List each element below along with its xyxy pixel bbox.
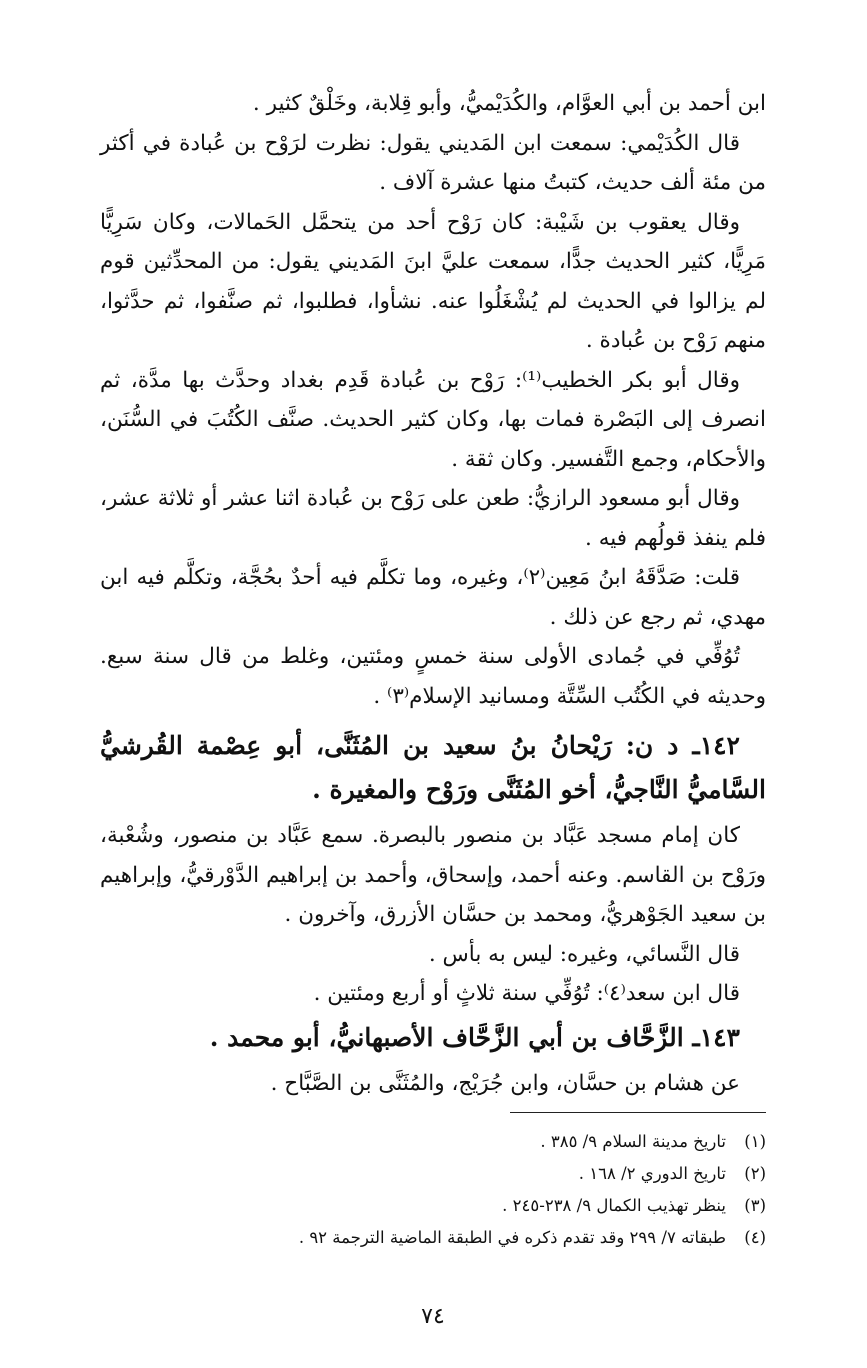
footnotes (100, 1126, 766, 1254)
footnote-number: (١) (744, 1132, 766, 1151)
paragraph-143-narrators: عن هشام بن حسَّان، وابن جُرَيْج، والمُثَنَّى بن الصَّبَّاح . (270, 1070, 740, 1096)
footnote-divider (510, 1112, 766, 1113)
footnote-number: (٤) (744, 1228, 766, 1247)
footnote (100, 1222, 766, 1254)
footnote (100, 1126, 766, 1158)
footnote-text: طبقاته ٧/ ٢٩٩ وقد تقدم ذكره في الطبقة الماضية الترجمة ٩٢ . (298, 1228, 726, 1247)
paragraph-qultu: قلت: صَدَّقَهُ ابنُ مَعِين⁽٢⁾، وغيره، وما تكلَّم فيه أحدٌ بحُجَّة، وتكلَّم فيه ابن مهدي، ثم رجع عن ذلك . (100, 565, 766, 630)
main-text (100, 84, 766, 1103)
footnote (100, 1190, 766, 1222)
paragraph-142-ibn-sad: قال ابن سعد⁽٤⁾: تُوُفِّي سنة ثلاثٍ أو أربع ومئتين . (313, 981, 740, 1006)
paragraph-yaqub-ibn-shayba: وقال يعقوب بن شَيْبة: كان رَوْح أحد من يتحمَّل الحَمالات، وكان سَرِيًّا مَرِيًّا، كثير الحديث جدًّا، سمعت عليَّ ابنَ المَديني يقول: من المحدِّثين قوم لم يزالوا في الحديث لم يُشْغَلُوا عنه. نشأوا، فطلبوا، ثم صنَّفوا، ثم حدَّثوا، منهم رَوْح بن عُبادة . (100, 209, 766, 353)
paragraph-142-bio: كان إمام مسجد عَبَّاد بن منصور بالبصرة. سمع عَبَّاد بن منصور، وشُعْبة، ورَوْح بن القاسم. وعنه أحمد، وإسحاق، وأحمد بن إبراهيم الدَّوْرقيُّ، وإبراهيم بن سعيد الجَوْهريُّ، ومحمد بن حسَّان الأزرق، وآخرون . (100, 823, 766, 927)
paragraph-death-date: تُوُفِّي في جُمادى الأولى سنة خمسٍ ومئتين، وغلط من قال سنة سبع. وحديثه في الكُتُب السِّتَّة ومسانيد الإسلام⁽٣⁾ . (100, 644, 766, 709)
footnote-number: (٣) (744, 1196, 766, 1215)
entry-heading-142: ١٤٢ـ د ن: رَيْحانُ بنُ سعيد بن المُثَنَّى، أبو عِصْمة القُرشيُّ السَّاميُّ النَّاجيُّ، أخو المُثَنَّى ورَوْح والمغيرة . (100, 731, 766, 804)
footnote-text: تاريخ الدوري ٢/ ١٦٨ . (578, 1164, 726, 1183)
footnote (100, 1158, 766, 1190)
paragraph-al-razi: وقال أبو مسعود الرازيُّ: طعن على رَوْح بن عُبادة اثنا عشر أو ثلاثة عشر، فلم ينفذ قولُهم فيه . (100, 486, 766, 551)
footnote-text: ينظر تهذيب الكمال ٩/ ٢٣٨-٢٤٥ . (502, 1196, 726, 1215)
footnote-number: (٢) (744, 1164, 766, 1183)
paragraph-kudaymi: قال الكُدَيْمي: سمعت ابن المَديني يقول: نظرت لرَوْح بن عُبادة في أكثر من مئة ألف حديث، كتبتُ منها عشرة آلاف . (100, 130, 766, 195)
page-number: ٧٤ (421, 1304, 445, 1329)
paragraph-142-nasai: قال النَّسائي، وغيره: ليس به بأس . (428, 941, 740, 967)
paragraph-continuation: ابن أحمد بن أبي العوَّام، والكُدَيْميُّ، وأبو قِلابة، وخَلْقٌ كثير . (252, 91, 766, 116)
paragraph-al-khatib: وقال أبو بكر الخطيب⁽¹⁾: رَوْح بن عُبادة قَدِم بغداد وحدَّث بها مدَّة، ثم انصرف إلى البَصْرة فمات بها، وكان كثير الحديث. صنَّف الكُتُبَ في السُّنَن، والأحكام، وجمع التَّفسير. وكان ثقة . (100, 367, 766, 472)
footnote-text: تاريخ مدينة السلام ٩/ ٣٨٥ . (540, 1132, 726, 1151)
entry-heading-143: ١٤٣ـ الزَّحَّاف بن أبي الزَّحَّاف الأصبهانيُّ، أبو محمد . (209, 1022, 740, 1052)
book-page (100, 84, 766, 1364)
